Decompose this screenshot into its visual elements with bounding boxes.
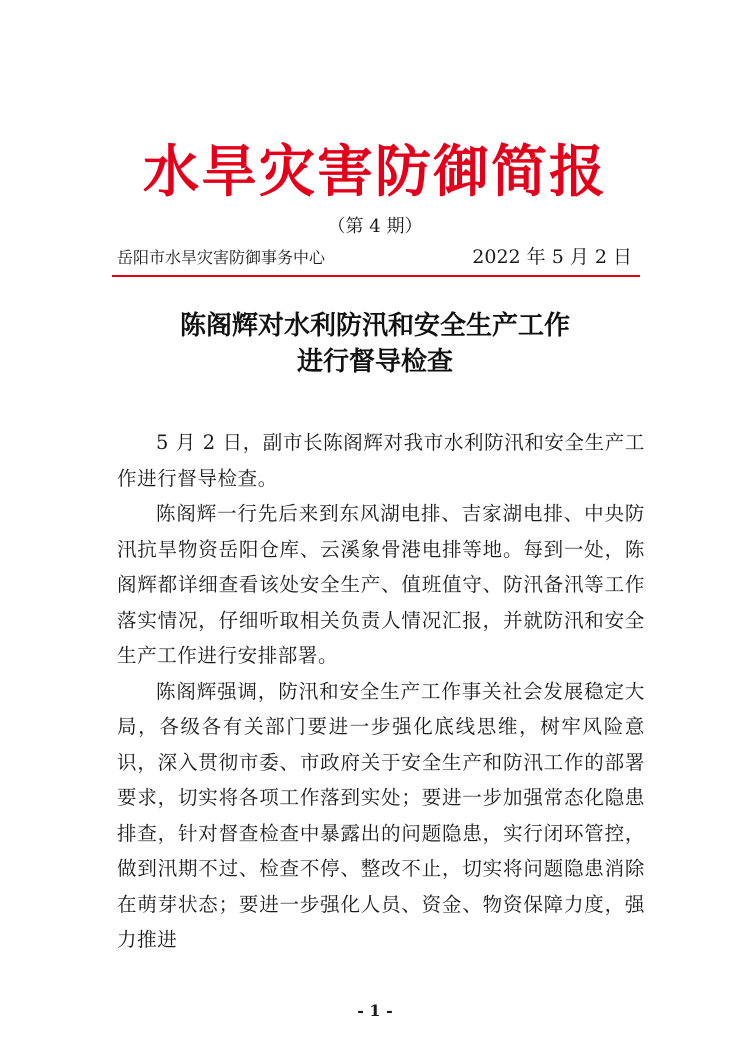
header-divider bbox=[112, 275, 640, 277]
paragraph-1: 5 月 2 日，副市长陈阁辉对我市水利防汛和安全生产工作进行督导检查。 bbox=[117, 431, 645, 490]
article-title bbox=[0, 308, 750, 380]
issuing-organization: 岳阳市水旱灾害防御事务中心 bbox=[117, 248, 326, 267]
article-title-line-1: 陈阁辉对水利防汛和安全生产工作 bbox=[179, 311, 570, 341]
issue-date: 2022 年 5 月 2 日 bbox=[472, 246, 632, 268]
article-body bbox=[117, 425, 645, 958]
paragraph-2: 陈阁辉一行先后来到东风湖电排、吉家湖电排、中央防汛抗旱物资岳阳仓库、云溪象骨港电排等地。每到一处，陈阁辉都详细查看该处安全生产、值班值守、防汛备汛等工作落实情况，仔细听取相关负责人情况汇报，并就防汛和安全生产工作进行安排部署。 bbox=[117, 502, 645, 667]
issue-number: （第 4 期） bbox=[327, 216, 423, 237]
article-title-line-2: 进行督导检查 bbox=[296, 347, 453, 377]
paragraph-3: 陈阁辉强调，防汛和安全生产工作事关社会发展稳定大局，各级各有关部门要进一步强化底线思维，树牢风险意识，深入贯彻市委、市政府关于安全生产和防汛工作的部署要求，切实将各项工作落到实处；要进一步加强常态化隐患排查，针对督查检查中暴露出的问题隐患，实行闭环管控，做到汛期不过、检查不停、整改不止，切实将问题隐患消除在萌芽状态；要进一步强化人员、资金、物资保障力度，强力推进 bbox=[117, 679, 645, 951]
masthead-title: 水旱灾害防御简报 bbox=[143, 139, 607, 205]
page-number: - 1 - bbox=[357, 1001, 393, 1020]
